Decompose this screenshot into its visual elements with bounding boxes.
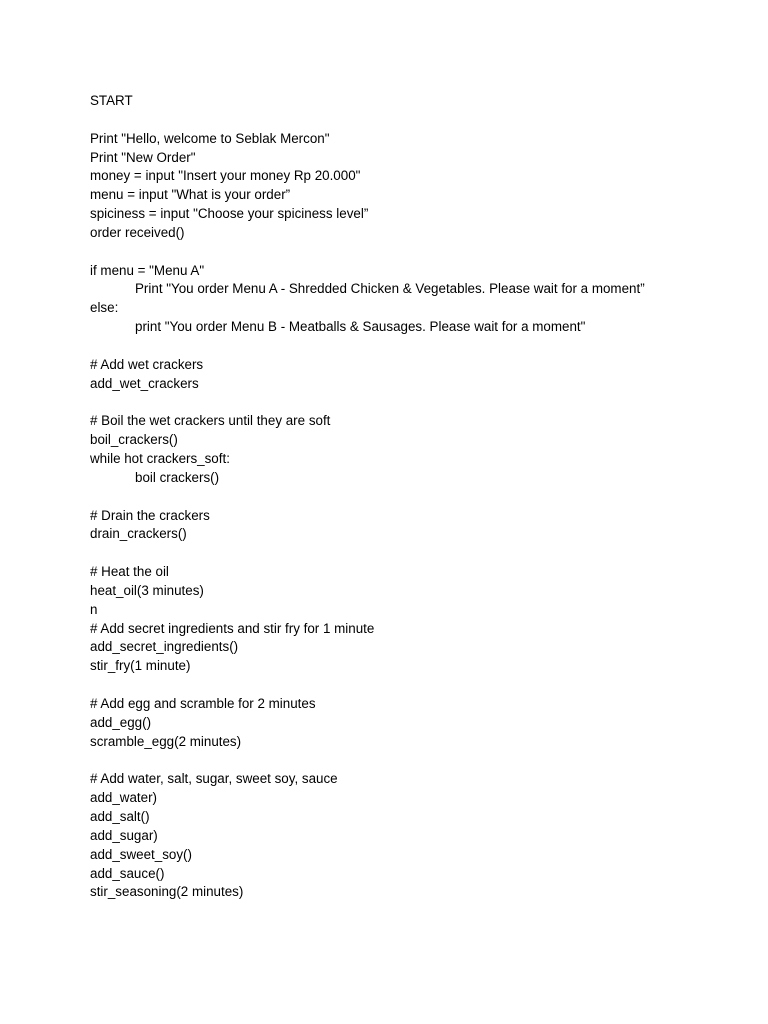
text-line: START [90, 93, 133, 108]
blank-line [90, 243, 730, 262]
text-line: add_secret_ingredients() [90, 639, 239, 655]
blank-line [90, 111, 730, 130]
text-line: stir_seasoning(2 minutes) [90, 884, 244, 900]
text-line: stir_fry(1 minute) [90, 658, 191, 674]
text-line: drain_crackers() [90, 526, 187, 542]
indented-text-line: boil crackers() [135, 469, 220, 485]
text-line: add_sauce() [90, 865, 165, 881]
blank-line [90, 337, 730, 356]
text-line: add_egg() [90, 714, 152, 730]
blank-line [90, 394, 730, 413]
text-line: Print "New Order" [90, 149, 196, 165]
text-line: Print "Hello, welcome to Seblak Mercon" [90, 130, 330, 146]
text-line: add_wet_crackers [90, 375, 199, 391]
text-line: order received() [90, 224, 185, 240]
comment-line: # Add secret ingredients and stir fry for 1 minute [90, 620, 375, 636]
text-line: money = input "Insert your money Rp 20.000" [90, 168, 361, 184]
text-line: if menu = "Menu A" [90, 262, 205, 278]
blank-line [90, 544, 730, 563]
text-line: heat_oil(3 minutes) [90, 582, 204, 598]
text-line: n [90, 601, 98, 617]
text-line: spiciness = input "Choose your spiciness level” [90, 206, 369, 222]
text-line: boil_crackers() [90, 432, 178, 448]
text-line: add_salt() [90, 809, 150, 825]
blank-line [90, 676, 730, 695]
text-line: menu = input "What is your order” [90, 187, 291, 203]
comment-line: # Drain the crackers [90, 507, 210, 523]
blank-line [90, 488, 730, 507]
text-line: add_sugar) [90, 827, 158, 843]
comment-line: # Add wet crackers [90, 356, 204, 372]
indented-text-line: print "You order Menu B - Meatballs & Sausages. Please wait for a moment" [135, 319, 586, 335]
text-line: scramble_egg(2 minutes) [90, 733, 242, 749]
text-line: while hot crackers_soft: [90, 451, 230, 467]
comment-line: # Add egg and scramble for 2 minutes [90, 696, 316, 711]
blank-line [90, 752, 730, 771]
indented-text-line: Print "You order Menu A - Shredded Chicken & Vegetables. Please wait for a moment” [135, 281, 645, 297]
comment-line: # Boil the wet crackers until they are soft [90, 413, 331, 429]
text-line: else: [90, 300, 119, 316]
text-line: add_sweet_soy() [90, 846, 192, 862]
comment-line: # Add water, salt, sugar, sweet soy, sauce [90, 771, 338, 787]
pseudocode-body [90, 92, 730, 902]
text-line: add_water) [90, 790, 157, 806]
comment-line: # Heat the oil [90, 564, 169, 580]
